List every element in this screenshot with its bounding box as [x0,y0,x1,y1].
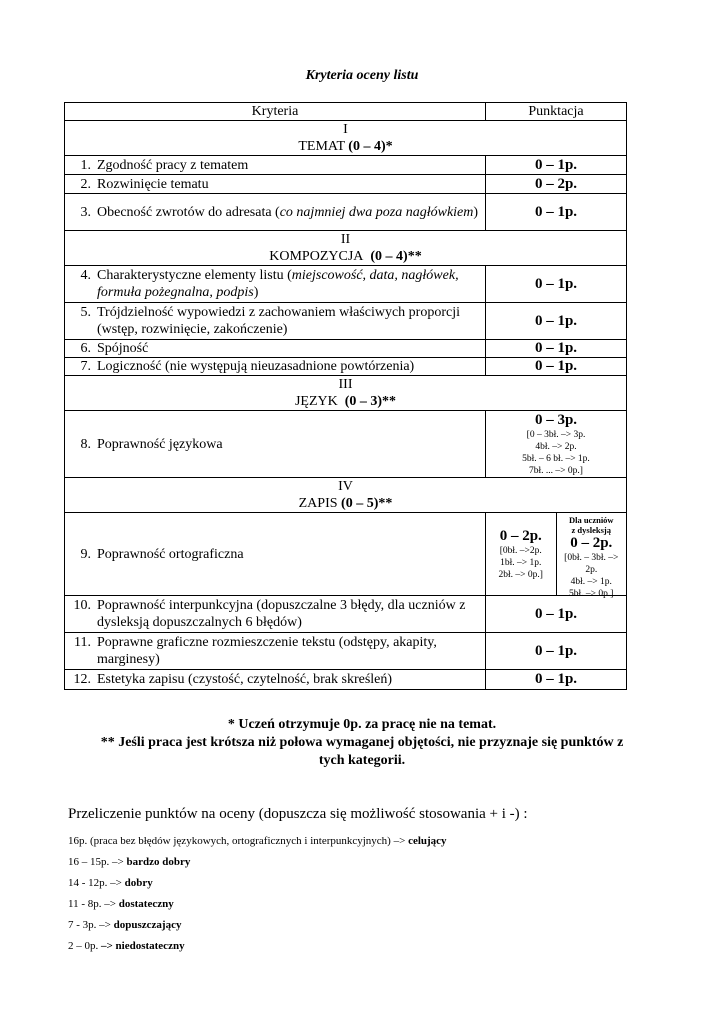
section-range: (0 – 4)** [370,249,422,264]
footnote-two: ** Jeśli praca jest krótsza niż połowa wymaganej objętości, nie przyznaje się punktów z tych kategorii. [100,735,624,768]
grade-name: dostateczny [118,898,174,910]
grade-name: dopuszczający [113,919,182,931]
points-detail: 2bł. –> 0p.] [498,569,543,580]
section-title [69,138,622,155]
grade-line [68,877,153,889]
grade-range: 16 – 15p. –> [68,856,127,868]
grade-line [68,856,190,868]
dyslexia-label: Dla uczniów [568,515,614,525]
section-roman: III [338,377,353,392]
section-roman: I [343,122,348,137]
section-name: KOMPOZYCJA [269,249,364,264]
section-row [65,121,627,156]
grade-range: 2 – 0p. [68,940,101,952]
row-text: Poprawność interpunkcyjna (dopuszczalne 3 błędy, dla uczniów z dysleksją dopuszczalnych 6 błędów) [97,598,466,630]
points-detail: 1bł. –> 1p. [500,557,542,568]
grade-name: –> niedostateczny [101,940,185,952]
points-standard [486,513,557,595]
row-text-italic: co najmniej dwa poza nagłówkiem [279,204,474,220]
row-points: 0 – 1p. [486,194,627,231]
row-text-tail: ) [253,285,259,300]
points-value: 0 – 2p. [570,535,613,551]
row-points: 0 – 1p. [486,358,627,376]
row-text-tail: ) [473,204,479,220]
table-row [65,411,627,478]
row-number: 2. [80,176,91,192]
row-text-plain: Obecność zwrotów do adresata ( [97,204,280,220]
table-row [65,513,627,596]
section-title [69,393,622,410]
table-row [65,303,627,340]
row-points: 0 – 1p. [486,156,627,175]
points-detail: [0 – 3bł. –> 3p. [526,429,586,440]
row-points: 0 – 1p. [486,340,627,358]
points-detail: 2p. [585,565,598,575]
row-text: Logiczność (nie występują nieuzasadnione powtórzenia) [97,359,415,374]
grade-line [68,919,181,931]
row-number: 6. [80,341,91,356]
row-points: 0 – 1p. [486,670,627,690]
row-text [97,204,481,221]
row-text: Estetyka zapisu (czystość, czytelność, brak skreśleń) [97,672,393,687]
points-dyslexia [557,513,627,599]
row-text: Poprawność ortograficzna [97,546,244,562]
row-number: 1. [80,157,91,173]
footnotes [0,716,724,770]
table-row [65,633,627,670]
grade-line [68,940,185,952]
table-row [65,340,627,358]
section-name: TEMAT [298,139,345,154]
table-row [65,670,627,690]
points-value: 0 – 3p. [534,411,578,428]
row-points [486,513,627,599]
section-row [65,478,627,513]
grade-name: dobry [124,877,153,889]
grade-range: 16p. (praca bez błędów językowych, ortograficznych i interpunkcyjnych) –> [68,835,409,847]
section-roman: IV [338,479,353,494]
grade-line [68,898,174,910]
section-title [69,248,622,265]
row-text-italic: miejscowość, data, nagłówek, formuła pożegnalna, podpis [97,268,459,300]
row-number: 8. [80,436,91,452]
section-row [65,376,627,411]
row-number: 5. [80,305,91,320]
grade-name: celujący [408,835,447,847]
points-detail: [0bł. –>2p. [499,545,542,556]
table-row [65,266,627,303]
criteria-table [64,102,627,690]
row-number: 12. [73,672,91,687]
row-text [97,267,481,301]
points-detail: 4bł. –> 1p. [570,577,612,587]
row-number: 9. [80,546,91,562]
row-points: 0 – 1p. [486,266,627,303]
row-text: Spójność [97,341,149,356]
points-detail: 5bł. – 6 bł. –> 1p. [522,453,590,464]
row-text: Trójdzielność wypowiedzi z zachowaniem właściwych proporcji (wstęp, rozwinięcie, zakończenie) [97,305,460,337]
grade-range: 11 - 8p. –> [68,898,119,910]
points-detail: 7bł. ... –> 0p.] [529,465,583,476]
points-detail: 4bł. –> 2p. [535,441,577,452]
table-row [65,156,627,175]
table-row [65,175,627,194]
row-text: Poprawność językowa [97,436,223,452]
section-roman: II [340,232,351,247]
section-range: (0 – 4)* [348,139,393,154]
section-range: (0 – 3)** [344,394,397,409]
row-number: 11. [74,635,91,650]
section-title [69,495,622,512]
row-text: Poprawne graficzne rozmieszczenie tekstu (odstępy, akapity, marginesy) [97,635,437,667]
row-number: 10. [73,598,91,613]
header-criteria: Kryteria [65,103,486,121]
row-points: 0 – 1p. [486,596,627,633]
grade-line [68,835,447,847]
row-number: 7. [80,359,91,374]
section-row [65,231,627,266]
row-number: 3. [80,204,91,220]
table-header-row [65,103,627,121]
row-points: 0 – 1p. [486,303,627,340]
conversion-heading: Przeliczenie punktów na oceny (dopuszcza się możliwość stosowania + i -) : [68,806,528,822]
table-row [65,194,627,231]
section-name: JĘZYK [294,394,338,409]
section-range: (0 – 5)** [341,496,393,511]
row-number: 4. [80,268,91,283]
points-value: 0 – 2p. [499,527,542,544]
dyslexia-label: z dysleksją [571,525,611,535]
points-detail: [0bł. – 3bł. –> [564,553,619,563]
row-points: 0 – 2p. [486,175,627,194]
grade-name: bardzo dobry [126,856,191,868]
row-text-plain: Charakterystyczne elementy listu ( [97,268,292,283]
header-points: Punktacja [486,103,627,121]
footnote-one: * Uczeń otrzymuje 0p. za pracę nie na temat. [227,717,497,732]
points-detail: 5bł. –> 0p.] [569,589,614,599]
row-points [486,411,627,478]
row-text: Zgodność pracy z tematem [97,157,249,173]
grade-range: 14 - 12p. –> [68,877,125,889]
grade-range: 7 - 3p. –> [68,919,114,931]
document-title: Kryteria oceny listu [305,68,419,83]
table-row [65,358,627,376]
section-name: ZAPIS [298,496,338,511]
row-points: 0 – 1p. [486,633,627,670]
row-text: Rozwinięcie tematu [97,176,209,192]
table-row [65,596,627,633]
